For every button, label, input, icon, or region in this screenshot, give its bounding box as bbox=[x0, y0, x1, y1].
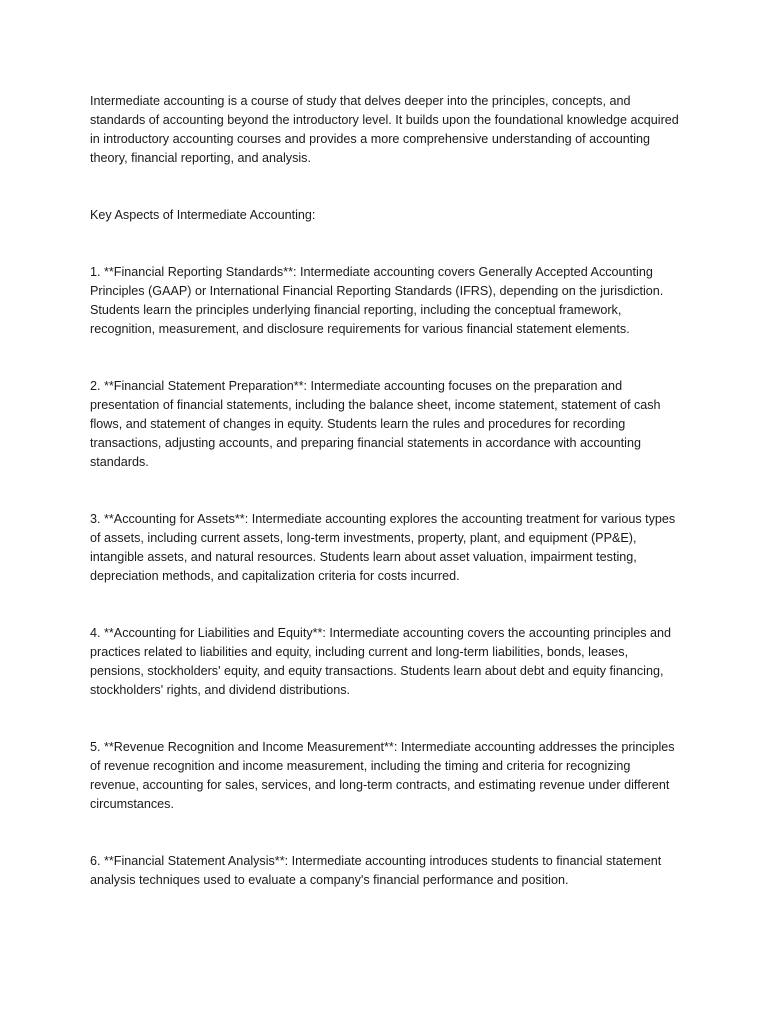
section-heading: Key Aspects of Intermediate Accounting: bbox=[90, 208, 316, 222]
document-body bbox=[90, 92, 680, 928]
list-item: 1. **Financial Reporting Standards**: Intermediate accounting covers Generally Accepted Accounting Principles (GAAP) or International Financial Reporting Standards (IFRS), depending on the jurisdiction. Students learn the principles underlying financial reporting, including the conceptual framework, recognition, measurement, and disclosure requirements for various financial statement elements. bbox=[90, 265, 664, 336]
list-item: 3. **Accounting for Assets**: Intermediate accounting explores the accounting treatment for various types of assets, including current assets, long-term investments, property, plant, and equipment (PP&E), intangible assets, and natural resources. Students learn about asset valuation, impairment testing, depreciation methods, and capitalization criteria for costs incurred. bbox=[90, 512, 676, 583]
list-item: 4. **Accounting for Liabilities and Equity**: Intermediate accounting covers the accounting principles and practices related to liabilities and equity, including current and long-term liabilities, bonds, leases, pensions, stockholders' equity, and equity transactions. Students learn about debt and equity financing, stockholders' rights, and dividend distributions. bbox=[90, 626, 672, 697]
list-item: 6. **Financial Statement Analysis**: Intermediate accounting introduces students to financial statement analysis techniques used to evaluate a company's financial performance and position. bbox=[90, 854, 662, 887]
list-item: 5. **Revenue Recognition and Income Measurement**: Intermediate accounting addresses the principles of revenue recognition and income measurement, including the timing and criteria for recognizing revenue, accounting for sales, services, and long-term contracts, and estimating revenue under different circumstances. bbox=[90, 740, 675, 811]
list-item: 2. **Financial Statement Preparation**: Intermediate accounting focuses on the preparation and presentation of financial statements, including the balance sheet, income statement, statement of cash flows, and statement of changes in equity. Students learn the rules and procedures for recording transactions, adjusting accounts, and preparing financial statements in accordance with accounting standards. bbox=[90, 379, 661, 469]
intro-paragraph: Intermediate accounting is a course of study that delves deeper into the principles, concepts, and standards of accounting beyond the introductory level. It builds upon the foundational knowledge acquired in introductory accounting courses and provides a more comprehensive understanding of accounting theory, financial reporting, and analysis. bbox=[90, 94, 679, 165]
